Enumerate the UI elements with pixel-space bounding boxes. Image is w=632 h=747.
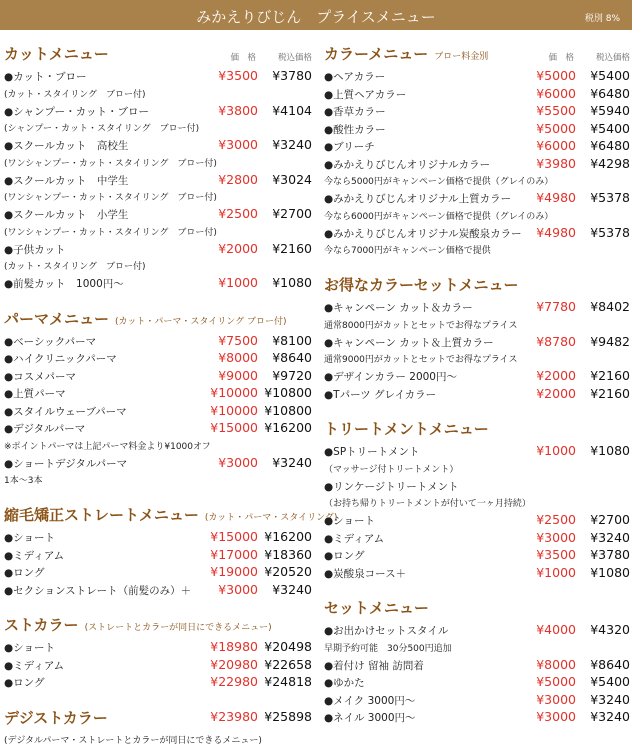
item-name: ●ハイクリニックパーマ xyxy=(4,353,117,365)
item-price: ¥8780 xyxy=(536,333,576,349)
item-price: ¥10000 xyxy=(210,385,258,400)
item-name: ●ブリーチ xyxy=(324,141,375,153)
list-item-note: (ワンシャンプー・カット・スタイリング ブロー付) xyxy=(4,227,217,238)
list-item xyxy=(4,66,312,84)
list-item xyxy=(324,655,630,673)
item-price: ¥1000 xyxy=(218,275,258,290)
list-item xyxy=(324,620,630,638)
item-price: ¥5000 xyxy=(536,674,576,689)
list-item xyxy=(324,384,630,402)
item-tax-price: ¥8640 xyxy=(272,350,312,365)
list-item xyxy=(324,707,630,725)
item-name: ●リンケージトリートメント xyxy=(324,480,459,493)
item-price: ¥1000 xyxy=(536,443,576,458)
item-tax-price: ¥10800 xyxy=(264,385,312,400)
item-price: ¥2000 xyxy=(536,368,576,383)
item-tax-price: ¥4298 xyxy=(590,155,630,171)
item-tax-price: ¥8402 xyxy=(590,299,630,314)
item-name: ●酸性カラー xyxy=(324,123,386,136)
item-name: ●ショートデジタルパーマ xyxy=(4,457,128,470)
item-tax-price: ¥5400 xyxy=(590,674,630,689)
item-price: ¥18980 xyxy=(210,639,258,654)
list-item-note: (カット・スタイリング ブロー付) xyxy=(4,262,146,272)
item-tax-price: ¥8640 xyxy=(590,656,630,672)
section-straight xyxy=(4,499,338,527)
item-name: ●ベーシックパーマ xyxy=(4,335,97,348)
list-item-note: （お持ち帰りトリートメントが付いて一ヶ月持続） xyxy=(324,499,531,509)
item-price: ¥2500 xyxy=(218,206,258,221)
item-name: ●ロング xyxy=(4,677,45,689)
item-name: ●ショート xyxy=(4,532,55,544)
section-title: セットメニュー xyxy=(324,599,429,617)
left-column xyxy=(4,38,338,747)
item-tax-price: ¥16200 xyxy=(264,420,312,435)
list-item xyxy=(4,401,312,419)
item-price: ¥2500 xyxy=(536,512,576,527)
item-tax-price: ¥2160 xyxy=(590,385,630,401)
section-subtitle: (カット・パーマ・スタイリング ブロー付) xyxy=(115,316,287,327)
list-item-note: (カット・スタイリング ブロー付) xyxy=(4,89,146,100)
list-item xyxy=(4,580,312,598)
item-tax-price: ¥3240 xyxy=(590,691,630,707)
section-cut xyxy=(4,38,312,66)
tax-rate-label: 税別 8% xyxy=(584,14,620,24)
item-tax-price: ¥3240 xyxy=(272,454,312,470)
item-name: ●ショート xyxy=(324,515,375,527)
item-tax-price: ¥2160 xyxy=(272,240,312,256)
item-tax-price: ¥1080 xyxy=(590,564,630,580)
item-name: ●スクールカット 高校生 xyxy=(4,140,129,152)
item-price: ¥3000 xyxy=(536,529,576,545)
list-item xyxy=(4,545,312,563)
item-name: ●セクションストレート（前髪のみ）＋ xyxy=(4,584,192,597)
list-item xyxy=(324,136,630,154)
list-item xyxy=(324,66,630,84)
list-item xyxy=(4,637,312,655)
item-tax-price: ¥20520 xyxy=(264,564,312,579)
page-header xyxy=(0,0,632,30)
item-name: ●シャンプー・カット・ブロー xyxy=(4,105,150,118)
item-price: ¥3000 xyxy=(218,137,258,152)
list-item xyxy=(324,528,630,546)
item-tax-price: ¥2160 xyxy=(590,368,630,383)
item-name: ●上質ヘアカラー xyxy=(324,88,407,101)
list-item xyxy=(324,223,630,241)
list-item xyxy=(324,545,630,563)
list-item xyxy=(4,204,312,222)
list-item xyxy=(4,101,312,119)
item-name: ●ロング xyxy=(4,567,45,579)
item-name: ●子供カット xyxy=(4,243,66,256)
item-name: ●ミディアム xyxy=(4,549,65,562)
item-price: ¥23980 xyxy=(210,708,258,724)
list-item xyxy=(324,690,630,708)
item-tax-price: ¥20498 xyxy=(264,639,312,654)
item-price: ¥10000 xyxy=(210,402,258,418)
item-price: ¥4980 xyxy=(536,224,576,240)
item-tax-price: ¥8100 xyxy=(272,332,312,348)
page-title: みかえりびじん プライスメニュー xyxy=(196,8,436,26)
item-price: ¥15000 xyxy=(210,420,258,435)
item-price: ¥9000 xyxy=(218,367,258,383)
section-subtitle: (カット・パーマ・スタイリング) xyxy=(204,513,338,523)
list-item-note: 通常8000円がカットとセットでお得なプライス xyxy=(324,320,518,331)
item-tax-price: ¥4320 xyxy=(590,622,630,637)
item-tax-price: ¥10800 xyxy=(264,402,312,418)
list-item xyxy=(4,527,312,545)
item-tax-price: ¥9720 xyxy=(272,367,312,383)
item-tax-price: ¥6480 xyxy=(590,138,630,153)
item-name: ●Tパーツ グレイカラー xyxy=(324,388,437,401)
item-name: ●カット・ブロー xyxy=(4,71,87,83)
item-tax-price: ¥3024 xyxy=(272,171,312,187)
list-item xyxy=(4,418,312,436)
item-name: ●みかえりびじんオリジナル上質カラー xyxy=(324,193,512,205)
item-price: ¥2000 xyxy=(536,385,576,401)
section-title: カラーメニュー xyxy=(324,45,429,63)
item-price: ¥2000 xyxy=(218,240,258,256)
item-name: ●みかえりびじんオリジナルカラー xyxy=(324,158,491,171)
section-color xyxy=(324,38,630,66)
item-name: ●コスメパーマ xyxy=(4,370,77,383)
item-tax-price: ¥5378 xyxy=(590,190,630,205)
list-item xyxy=(324,84,630,102)
list-item xyxy=(4,453,312,471)
item-tax-price: ¥2700 xyxy=(590,512,630,527)
item-price: ¥2800 xyxy=(218,171,258,187)
item-price: ¥15000 xyxy=(210,529,258,544)
item-name: ●キャンペーン カット＆上質カラー xyxy=(324,336,494,349)
item-tax-price: ¥4104 xyxy=(272,102,312,118)
list-item-note: (ワンシャンプー・カット・スタイリング ブロー付) xyxy=(4,158,217,169)
item-name: ●ミディアム xyxy=(4,659,65,672)
section-set xyxy=(324,592,630,620)
list-item-note: 今なら6000円がキャンペーン価格で提供（グレイのみ） xyxy=(324,211,554,222)
section-stcolor xyxy=(4,609,312,637)
section-title: お得なカラーセットメニュー xyxy=(324,276,519,294)
list-item xyxy=(4,273,312,291)
item-tax-price: ¥3240 xyxy=(272,137,312,152)
section-title: トリートメントメニュー xyxy=(324,420,489,438)
section-colorset xyxy=(324,269,630,297)
section-title: パーマメニュー xyxy=(4,309,110,328)
item-tax-price: ¥2700 xyxy=(272,206,312,221)
item-name: ●スタイルウェーブパーマ xyxy=(4,405,127,418)
list-item xyxy=(324,154,630,172)
item-tax-price: ¥3240 xyxy=(590,529,630,545)
tax-price-column-header: 税込価格 xyxy=(595,53,630,63)
list-item xyxy=(4,655,312,673)
list-item-note: (ワンシャンプー・カット・スタイリング ブロー付) xyxy=(4,193,217,203)
item-price: ¥4000 xyxy=(536,622,576,637)
item-tax-price: ¥24818 xyxy=(264,674,312,689)
item-price: ¥5000 xyxy=(536,120,576,136)
item-tax-price: ¥5400 xyxy=(590,68,630,83)
list-item xyxy=(4,239,312,257)
item-price: ¥3800 xyxy=(218,102,258,118)
item-tax-price: ¥3240 xyxy=(272,581,312,597)
item-name: ●ヘアカラー xyxy=(324,71,386,83)
item-name: ●前髪カット 1000円～ xyxy=(4,278,124,290)
item-price: ¥1000 xyxy=(536,564,576,580)
item-name: ●SPトリートメント xyxy=(324,446,420,458)
item-name: ●ミディアム xyxy=(324,532,385,545)
item-price: ¥17000 xyxy=(210,546,258,562)
item-price: ¥5500 xyxy=(536,103,576,118)
list-item-note: （マッサージ付トリートメント） xyxy=(324,464,459,475)
item-name: ●デジタルパーマ xyxy=(4,423,86,435)
item-tax-price: ¥1080 xyxy=(272,275,312,290)
list-item xyxy=(324,366,630,384)
list-item xyxy=(4,348,312,366)
section-treatment xyxy=(324,413,630,441)
item-price: ¥4980 xyxy=(536,190,576,205)
list-item xyxy=(324,672,630,690)
list-item xyxy=(324,297,630,315)
item-name: ●みかえりびじんオリジナル炭酸泉カラー xyxy=(324,227,522,240)
item-tax-price: ¥16200 xyxy=(264,529,312,544)
item-name: ●スクールカット 中学生 xyxy=(4,174,129,187)
item-price: ¥8000 xyxy=(536,656,576,672)
item-price: ¥6000 xyxy=(536,138,576,153)
list-item xyxy=(4,562,312,580)
item-name: ●キャンペーン カット＆カラー xyxy=(324,302,473,314)
item-tax-price: ¥18360 xyxy=(264,546,312,562)
section-title: カットメニュー xyxy=(4,45,109,63)
list-item-note: ※ポイントパーマは上記パーマ料金より¥1000オフ xyxy=(4,441,211,452)
item-tax-price: ¥3780 xyxy=(272,68,312,83)
item-price: ¥3000 xyxy=(536,709,576,724)
item-tax-price: ¥25898 xyxy=(264,708,312,724)
list-item xyxy=(4,170,312,188)
section-perm xyxy=(4,303,312,331)
item-name: ●デザインカラー 2000円～ xyxy=(324,371,457,383)
section-digicolor xyxy=(4,702,312,730)
list-item xyxy=(324,441,630,459)
list-item-note: 早期予約可能 30分500円追加 xyxy=(324,643,452,654)
list-item-note: 1本～3本 xyxy=(4,476,43,486)
item-name: ●お出かけセットスタイル xyxy=(324,625,449,637)
list-item xyxy=(4,331,312,349)
item-price: ¥20980 xyxy=(210,656,258,672)
item-name: ●ショート xyxy=(4,642,55,654)
item-name: ●ネイル 3000円～ xyxy=(324,712,416,724)
list-item xyxy=(324,476,630,494)
list-item xyxy=(324,101,630,119)
item-name: ●香草カラー xyxy=(324,106,386,118)
list-item xyxy=(324,510,630,528)
list-item-note: (デジタルパーマ・ストレートとカラーが同日にできるメニュー) xyxy=(4,735,262,746)
item-name: ●着付け 留袖 訪問着 xyxy=(324,659,424,672)
list-item xyxy=(324,119,630,137)
item-price: ¥19000 xyxy=(210,564,258,579)
item-name: ●メイク 3000円～ xyxy=(324,694,416,707)
item-price: ¥7500 xyxy=(218,332,258,348)
item-tax-price: ¥9482 xyxy=(590,333,630,349)
price-column-header: 価 格 xyxy=(548,53,574,63)
item-price: ¥3500 xyxy=(218,68,258,83)
item-tax-price: ¥22658 xyxy=(264,656,312,672)
item-tax-price: ¥5378 xyxy=(590,224,630,240)
item-tax-price: ¥6480 xyxy=(590,85,630,101)
list-item xyxy=(324,563,630,581)
item-price: ¥3500 xyxy=(536,547,576,562)
item-name: ●ロング xyxy=(324,550,365,562)
item-price: ¥5000 xyxy=(536,68,576,83)
list-item xyxy=(324,332,630,350)
tax-price-column-header: 税込価格 xyxy=(277,53,312,63)
list-item xyxy=(4,135,312,153)
item-name: ●ゆかた xyxy=(324,677,365,689)
item-price: ¥8000 xyxy=(218,350,258,365)
item-tax-price: ¥3780 xyxy=(590,547,630,562)
section-title: ストカラー xyxy=(4,616,79,634)
item-price: ¥3000 xyxy=(218,454,258,470)
item-price: ¥22980 xyxy=(210,674,258,689)
section-title: デジストカラー xyxy=(4,708,108,727)
item-tax-price: ¥5940 xyxy=(590,103,630,118)
list-item-note: 通常9000円がカットとセットでお得なプライス xyxy=(324,355,518,365)
item-tax-price: ¥1080 xyxy=(590,443,630,458)
item-price: ¥6000 xyxy=(536,85,576,101)
list-item xyxy=(4,366,312,384)
item-name: ●スクールカット 小学生 xyxy=(4,209,129,221)
item-tax-price: ¥3240 xyxy=(590,709,630,724)
list-item xyxy=(4,383,312,401)
list-item-note: (シャンプー・カット・スタイリング ブロー付) xyxy=(4,124,200,134)
right-column xyxy=(324,38,630,725)
item-price: ¥7780 xyxy=(536,299,576,314)
list-item xyxy=(4,672,312,690)
list-item xyxy=(324,188,630,206)
list-item-note: 今なら5000円がキャンペーン価格で提供（グレイのみ） xyxy=(324,177,554,187)
section-title: 縮毛矯正ストレートメニュー xyxy=(4,506,199,524)
item-tax-price: ¥5400 xyxy=(590,120,630,136)
item-price: ¥3980 xyxy=(536,155,576,171)
list-item-note: 今なら7000円がキャンペーン価格で提供 xyxy=(324,246,491,256)
item-name: ●上質パーマ xyxy=(4,388,66,400)
section-subtitle: ブロー料金別 xyxy=(434,52,489,62)
price-column-header: 価 格 xyxy=(230,53,256,63)
item-name: ●炭酸泉コース＋ xyxy=(324,567,407,580)
item-price: ¥3000 xyxy=(218,581,258,597)
section-subtitle: (ストレートとカラーが同日にできるメニュー) xyxy=(84,623,272,633)
item-price: ¥3000 xyxy=(536,691,576,707)
